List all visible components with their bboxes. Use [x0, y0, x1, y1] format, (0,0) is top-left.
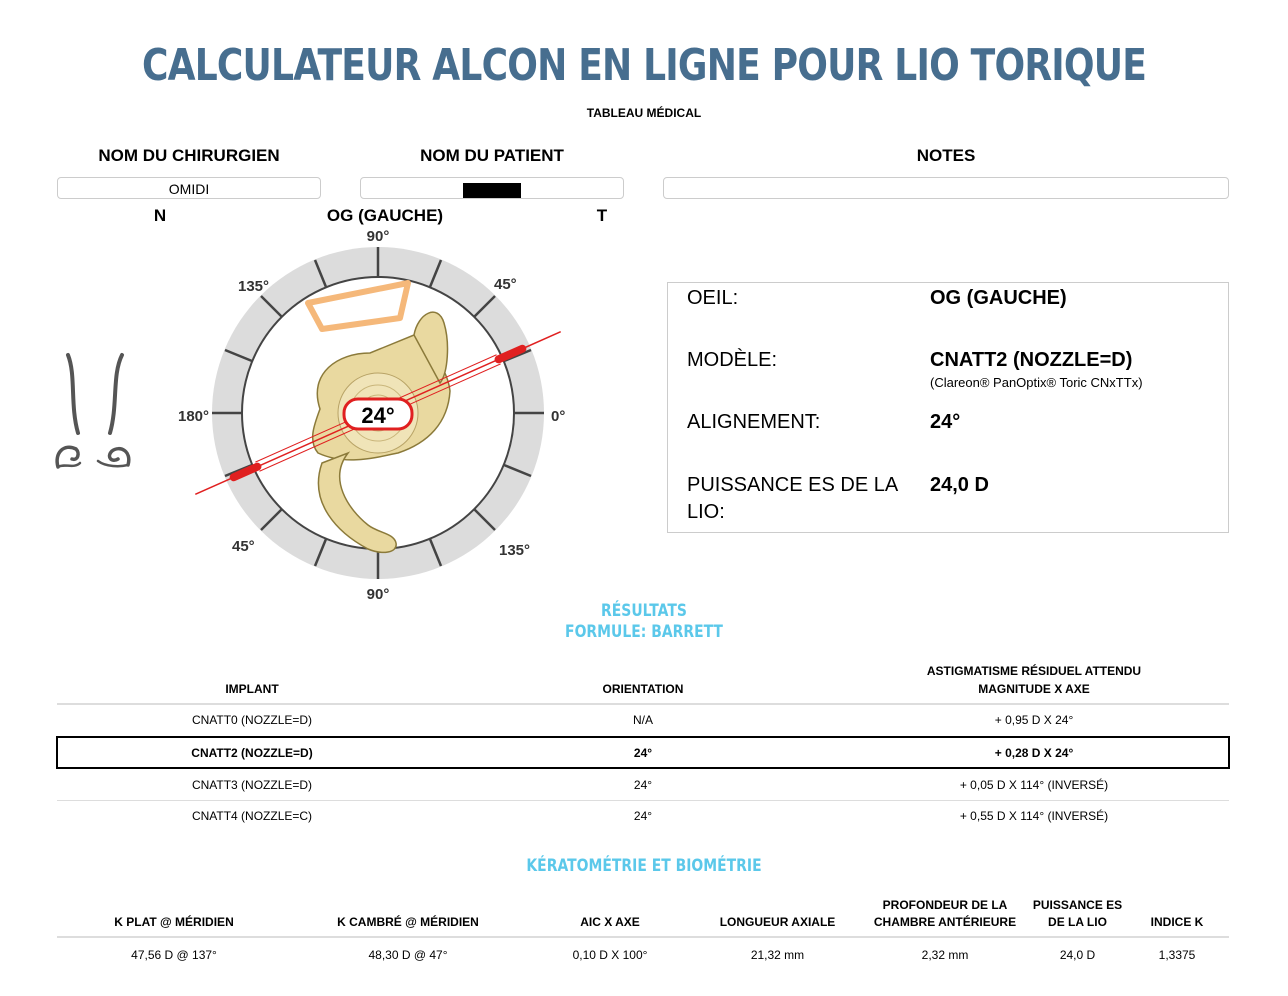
acd-value: 2,32 mm	[921, 948, 969, 962]
angle-right-label: 0°	[551, 408, 566, 425]
col-ksteep: K CAMBRÉ @ MÉRIDIEN	[337, 915, 479, 929]
kindex-value: 1,3375	[1158, 948, 1196, 962]
col-orientation: ORIENTATION	[602, 682, 684, 696]
results-formula: FORMULE: BARRETT	[565, 622, 723, 642]
col-kindex: INDICE K	[1150, 915, 1204, 929]
redaction-mark	[463, 183, 521, 198]
patient-field[interactable]	[360, 177, 624, 199]
col-acd-line1: PROFONDEUR DE LA	[882, 898, 1008, 912]
nasal-label: N	[153, 206, 167, 225]
col-power-line2: DE LA LIO	[1048, 915, 1107, 929]
alignment-badge	[344, 399, 412, 429]
temporal-label: T	[596, 206, 608, 225]
toric-alignment-diagram	[170, 225, 580, 610]
col-kflat: K PLAT @ MÉRIDIEN	[114, 915, 234, 929]
col-axial: LONGUEUR AXIALE	[719, 915, 836, 929]
eye-side-label: OG (GAUCHE)	[326, 206, 444, 225]
row-implant: CNATT4 (NOZZLE=C)	[191, 809, 313, 823]
power-label-line2: LIO:	[687, 501, 725, 523]
alignment-value: 24°	[930, 411, 961, 433]
alignment-label: ALIGNEMENT:	[687, 411, 821, 433]
col-aic: AIC X AXE	[580, 915, 640, 929]
angle-bottom-right-label: 135°	[499, 542, 531, 559]
page-subtitle: TABLEAU MÉDICAL	[586, 106, 702, 120]
nose-icon	[50, 345, 140, 480]
results-title: RÉSULTATS	[601, 601, 687, 621]
ksteep-value: 48,30 D @ 47°	[368, 948, 448, 962]
angle-left-label: 180°	[178, 408, 210, 425]
col-implant: IMPLANT	[225, 682, 279, 696]
power-label-line1: PUISSANCE ES DE LA	[687, 474, 899, 496]
row-astig: + 0,95 D X 24°	[994, 713, 1074, 727]
angle-top-right-label: 45°	[494, 276, 517, 293]
angle-top-label: 90°	[366, 228, 390, 245]
page-title: CALCULATEUR ALCON EN LIGNE POUR LIO TORIQUE	[141, 40, 1147, 91]
kflat-value: 47,56 D @ 137°	[131, 948, 217, 962]
power-value-cell: 24,0 D	[1059, 948, 1096, 962]
row-astig: + 0,05 D X 114° (INVERSÉ)	[959, 778, 1109, 792]
angle-bottom-left-label: 45°	[232, 538, 255, 555]
row-orientation: N/A	[632, 713, 653, 727]
row-implant: CNATT3 (NOZZLE=D)	[191, 778, 313, 792]
surgeon-field[interactable]: OMIDI	[57, 177, 321, 199]
biometry-title: KÉRATOMÉTRIE ET BIOMÉTRIE	[526, 856, 762, 876]
row-orientation: 24°	[633, 809, 653, 823]
model-value: CNATT2 (NOZZLE=D)	[930, 349, 1133, 371]
notes-label: NOTES	[916, 146, 976, 165]
surgeon-label: NOM DU CHIRURGIEN	[98, 146, 280, 165]
row-divider	[57, 800, 1229, 801]
eye-label: OEIL:	[687, 287, 739, 309]
row-astig: + 0,55 D X 114° (INVERSÉ)	[959, 809, 1109, 823]
patient-label: NOM DU PATIENT	[420, 146, 564, 165]
axial-value: 21,32 mm	[750, 948, 805, 962]
model-label: MODÈLE:	[687, 349, 778, 371]
angle-top-left-label: 135°	[238, 278, 270, 295]
row-orientation: 24°	[633, 746, 653, 760]
notes-field[interactable]	[663, 177, 1229, 199]
aic-value: 0,10 D X 100°	[572, 948, 648, 962]
alignment-badge-text: 24°	[361, 403, 395, 428]
power-value: 24,0 D	[930, 474, 989, 496]
row-implant: CNATT2 (NOZZLE=D)	[191, 746, 313, 760]
results-header-rule	[57, 703, 1229, 705]
summary-box	[667, 282, 1229, 533]
col-astig-line2: MAGNITUDE X AXE	[978, 682, 1090, 696]
col-astig-line1: ASTIGMATISME RÉSIDUEL ATTENDU	[926, 664, 1142, 678]
col-power-line1: PUISSANCE ES	[1032, 898, 1123, 912]
biometry-header-rule	[57, 936, 1229, 938]
row-astig: + 0,28 D X 24°	[994, 746, 1074, 760]
eye-value: OG (GAUCHE)	[930, 287, 1067, 309]
row-orientation: 24°	[633, 778, 653, 792]
angle-bottom-label: 90°	[366, 586, 390, 603]
model-note: (Clareon® PanOptix® Toric CNxTTx)	[930, 375, 1143, 390]
row-implant: CNATT0 (NOZZLE=D)	[191, 713, 313, 727]
col-acd-line2: CHAMBRE ANTÉRIEURE	[873, 915, 1017, 929]
